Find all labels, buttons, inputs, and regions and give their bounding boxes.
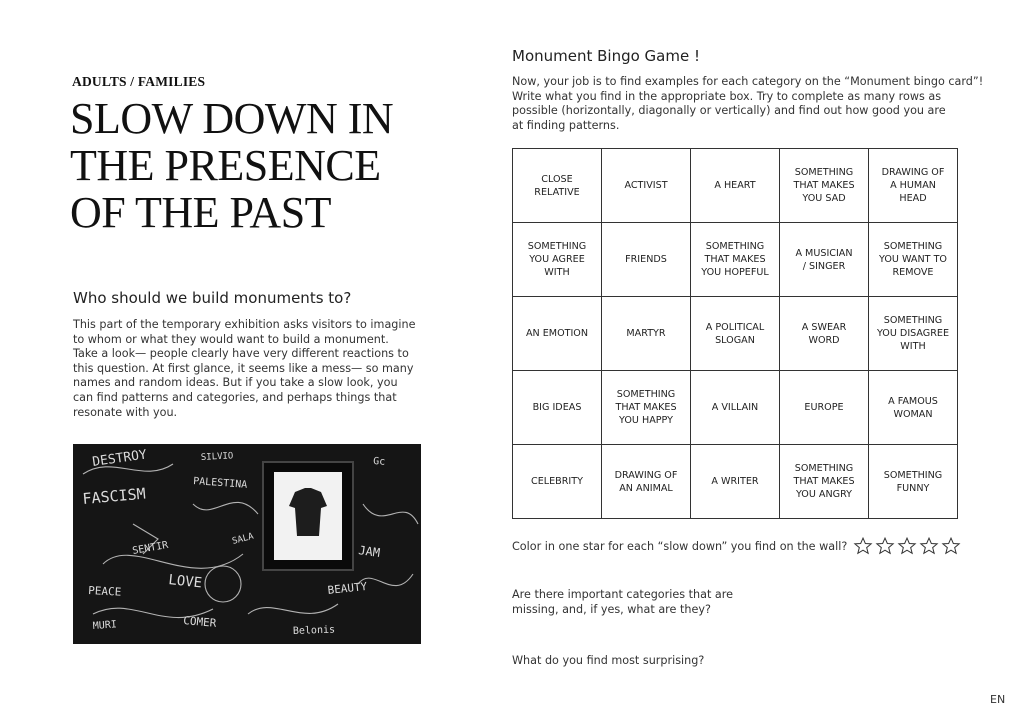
bingo-cell[interactable]: DRAWING OF AN ANIMAL bbox=[602, 445, 691, 519]
language-indicator: EN bbox=[990, 693, 1006, 706]
wall-word: Gc bbox=[372, 456, 386, 468]
bingo-row bbox=[513, 149, 958, 223]
wall-word: Belonis bbox=[292, 624, 336, 637]
bingo-cell[interactable]: CELEBRITY bbox=[513, 445, 602, 519]
star-rating-row bbox=[512, 536, 963, 556]
bingo-game-title: Monument Bingo Game ! bbox=[512, 47, 700, 65]
star-group bbox=[853, 536, 963, 556]
bingo-cell[interactable]: A WRITER bbox=[691, 445, 780, 519]
wall-word: DESTROY bbox=[91, 447, 148, 470]
intro-paragraph: This part of the temporary exhibition asks visitors to imagine to whom or what they would want to build a monument. Take a look— people clearly have very different reactions to this question. At first glance, it seems like a mess— so many names and random ideas. But if you take a slow look, you can find patterns and categories, and perhaps things that resonate with you. bbox=[73, 318, 416, 419]
wall-word: PEACE bbox=[87, 584, 122, 599]
bingo-cell[interactable]: SOMETHING FUNNY bbox=[869, 445, 958, 519]
wall-word: FASCISM bbox=[81, 484, 147, 508]
wall-word: SENTIR bbox=[131, 539, 170, 557]
bingo-cell[interactable]: BIG IDEAS bbox=[513, 371, 602, 445]
wall-word: MURI bbox=[92, 619, 118, 632]
bingo-row bbox=[513, 371, 958, 445]
bingo-cell[interactable]: SOMETHING THAT MAKES YOU HAPPY bbox=[602, 371, 691, 445]
star-icon[interactable] bbox=[897, 536, 917, 556]
wall-word: LOVE bbox=[167, 572, 203, 592]
bingo-cell[interactable]: SOMETHING THAT MAKES YOU ANGRY bbox=[780, 445, 869, 519]
bingo-cell[interactable]: SOMETHING YOU WANT TO REMOVE bbox=[869, 223, 958, 297]
bingo-row bbox=[513, 223, 958, 297]
bingo-cell[interactable]: A SWEAR WORD bbox=[780, 297, 869, 371]
bingo-cell[interactable]: SOMETHING THAT MAKES YOU HOPEFUL bbox=[691, 223, 780, 297]
star-icon[interactable] bbox=[853, 536, 873, 556]
bingo-card bbox=[512, 148, 958, 519]
star-question: Color in one star for each “slow down” you find on the wall? bbox=[512, 539, 848, 553]
bingo-row bbox=[513, 445, 958, 519]
chalk-wall-illustration bbox=[73, 444, 421, 644]
exhibition-wall-photo bbox=[73, 444, 421, 644]
wall-word: JAM bbox=[357, 543, 382, 560]
audience-label: ADULTS / FAMILIES bbox=[72, 74, 206, 89]
star-icon[interactable] bbox=[919, 536, 939, 556]
bingo-cell[interactable]: A HEART bbox=[691, 149, 780, 223]
section-heading: Who should we build monuments to? bbox=[73, 289, 352, 307]
bingo-cell[interactable]: SOMETHING YOU DISAGREE WITH bbox=[869, 297, 958, 371]
page-title: SLOW DOWN IN THE PRESENCE OF THE PAST bbox=[70, 94, 394, 237]
bingo-cell[interactable]: AN EMOTION bbox=[513, 297, 602, 371]
star-icon[interactable] bbox=[875, 536, 895, 556]
bingo-cell[interactable]: DRAWING OF A HUMAN HEAD bbox=[869, 149, 958, 223]
bingo-cell[interactable]: ACTIVIST bbox=[602, 149, 691, 223]
wall-word: PALESTINA bbox=[192, 476, 248, 491]
star-icon[interactable] bbox=[941, 536, 961, 556]
bingo-cell[interactable]: CLOSE RELATIVE bbox=[513, 149, 602, 223]
bingo-instructions: Now, your job is to find examples for each category on the “Monument bingo card”! Write what you find in the appropriate box. Try to complete as many rows as possible (horizontally, diagonally or vertically) and find out how good you are at finding patterns. bbox=[512, 75, 984, 132]
bingo-cell[interactable]: A POLITICAL SLOGAN bbox=[691, 297, 780, 371]
wall-word: SALA bbox=[231, 531, 255, 547]
question-most-surprising: What do you find most surprising? bbox=[512, 654, 705, 667]
bingo-cell[interactable]: MARTYR bbox=[602, 297, 691, 371]
bingo-cell[interactable]: A VILLAIN bbox=[691, 371, 780, 445]
bingo-cell[interactable]: EUROPE bbox=[780, 371, 869, 445]
wall-word: SILVIO bbox=[200, 451, 234, 463]
wall-word: BEAUTY bbox=[326, 579, 368, 597]
bingo-cell[interactable]: SOMETHING YOU AGREE WITH bbox=[513, 223, 602, 297]
bingo-row bbox=[513, 297, 958, 371]
bingo-cell[interactable]: SOMETHING THAT MAKES YOU SAD bbox=[780, 149, 869, 223]
bingo-cell[interactable]: FRIENDS bbox=[602, 223, 691, 297]
wall-word: COMER bbox=[182, 614, 217, 630]
bingo-cell[interactable]: A FAMOUS WOMAN bbox=[869, 371, 958, 445]
question-missing-categories: Are there important categories that are missing, and, if yes, what are they? bbox=[512, 588, 733, 616]
bingo-cell[interactable]: A MUSICIAN / SINGER bbox=[780, 223, 869, 297]
